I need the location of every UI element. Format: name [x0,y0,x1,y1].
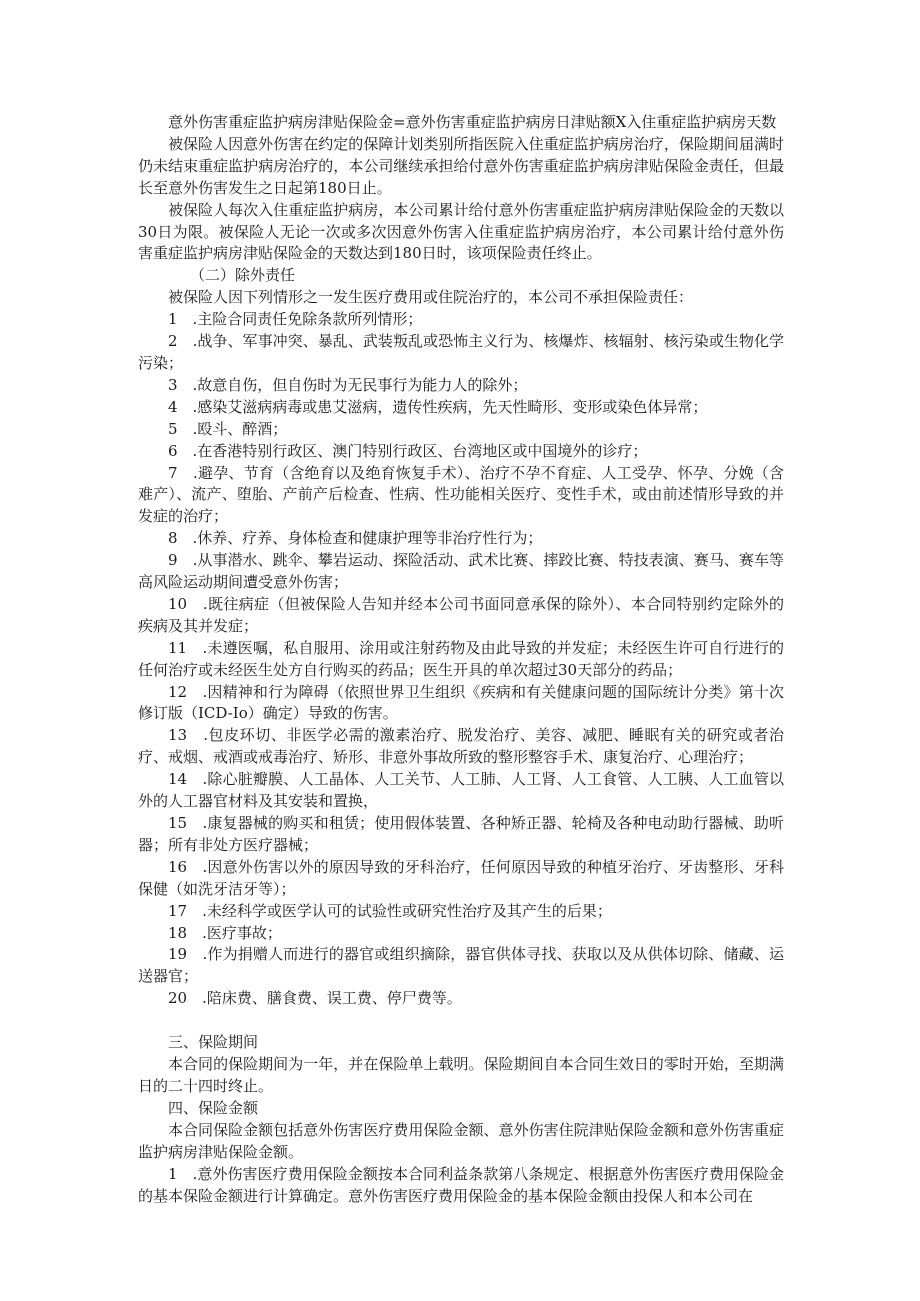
exclusion-item-8: 8 .休养、疗养、身体检查和健康护理等非治疗性行为； [168,529,543,548]
exclusion-item-19: 19 .作为捐赠人而进行的器官或组织摘除，器官供体寻找、获取以及从供体切除、储藏、运送器官； [138,945,784,986]
section-heading-insurance-period: 三、保险期间 [168,1033,259,1052]
formula-paragraph: 意外伤害重症监护病房津贴保险金=意外伤害重症监护病房日津贴额X入住重症监护病房天数 [168,113,777,131]
exclusion-item-10: 10 .既往病症（但被保险人告知并经本公司书面同意承保的除外）、本合同特别约定除外的疾病及其并发症； [138,594,784,635]
paragraph-exclusions-intro: 被保险人因下列情形之一发生医疗费用或住院治疗的，本公司不承担保险责任： [168,288,694,307]
exclusion-item-2: 2 .战争、军事冲突、暴乱、武装叛乱或恐怖主义行为、核爆炸、核辐射、核污染或生物化学污染； [138,332,784,372]
exclusion-item-12: 12 .因精神和行为障碍（依照世界卫生组织《疾病和有关健康问题的国际统计分类》第十次修订版（ICD-Io）确定）导致的伤害。 [138,682,784,723]
paragraph-icu-continuation: 被保险人因意外伤害在约定的保障计划类别所指医院入住重症监护病房治疗，保险期间届满时仍未结束重症监护病房治疗的，本公司继续承担给付意外伤害重症监护病房津贴保险金责任，但最长至意外伤害发生之日起第180日止。 [138,134,784,197]
paragraph-insurance-period: 本合同的保险期间为一年，并在保险单上载明。保险期间自本合同生效日的零时开始，至期满日的二十四时终止。 [138,1055,784,1095]
exclusion-item-3: 3 .故意自伤，但自伤时为无民事行为能力人的除外； [168,375,528,394]
exclusion-item-17: 17 .未经科学或医学认可的试验性或研究性治疗及其产生的后果； [168,901,612,920]
exclusion-item-18: 18 .医疗事故； [168,923,282,942]
exclusion-item-6: 6 .在香港特别行政区、澳门特别行政区、台湾地区或中国境外的诊疗； [168,441,648,460]
paragraph-insured-amount-intro: 本合同保险金额包括意外伤害医疗费用保险金额、意外伤害住院津贴保险金额和意外伤害重症监护病房津贴保险金额。 [138,1120,784,1161]
section-heading-exclusions: （二）除外责任 [190,266,296,285]
exclusion-item-13: 13 .包皮环切、非医学必需的激素治疗、脱发治疗、美容、减肥、睡眠有关的研究或者治疗、戒烟、戒酒或戒毒治疗、矫形、非意外事故所致的整形整容手术、康复治疗、心理治疗； [138,726,784,767]
exclusion-item-1: 1 .主险合同责任免除条款所列情形； [168,310,423,329]
exclusion-item-20: 20 .陪床费、膳食费、误工费、停尸费等。 [168,989,462,1008]
paragraph-insured-amount-item-1: 1 .意外伤害医疗费用保险金额按本合同利益条款第八条规定、根据意外伤害医疗费用保险金的基本保险金额进行计算确定。意外伤害医疗费用保险金的基本保险金额由投保人和本公司在 [138,1164,784,1205]
exclusion-item-5: 5 .殴斗、醉酒； [168,419,288,438]
exclusion-item-16: 16 .因意外伤害以外的原因导致的牙科治疗，任何原因导致的种植牙治疗、牙齿整形、牙科保健（如洗牙洁牙等）； [138,857,784,898]
exclusion-item-14: 14 .除心脏瓣膜、人工晶体、人工关节、人工肺、人工肾、人工食管、人工胰、人工血管以外的人工器官材料及其安装和置换， [138,770,784,811]
exclusion-item-15: 15 .康复器械的购买和租赁；使用假体装置、各种矫正器、轮椅及各种电动助行器械、助听器；所有非处方医疗器械； [138,814,784,854]
exclusion-item-11: 11 .未遵医嘱，私自服用、涂用或注射药物及由此导致的并发症；未经医生许可自行进行的任何治疗或未经医生处方自行购买的药品；医生开具的单次超过30天部分的药品； [138,638,784,679]
exclusion-item-7: 7 .避孕、节育（含绝育以及绝育恢复手术）、治疗不孕不育症、人工受孕、怀孕、分娩（含难产）、流产、堕胎、产前产后检查、性病、性功能相关医疗、变性手术，或由前述情形导致的并发症的治疗； [138,463,784,526]
document-body [138,112,784,1207]
exclusion-item-9: 9 .从事潜水、跳伞、攀岩运动、探险活动、武术比赛、摔跤比赛、特技表演、赛马、赛车等高风险运动期间遭受意外伤害； [138,551,784,592]
paragraph-icu-limit: 被保险人每次入住重症监护病房，本公司累计给付意外伤害重症监护病房津贴保险金的天数以30日为限。被保险人无论一次或多次因意外伤害入住重症监护病房治疗，本公司累计给付意外伤害重症监护病房津贴保险金的天数达到180日时，该项保险责任终止。 [138,200,784,263]
section-heading-insured-amount: 四、保险金额 [168,1098,259,1117]
exclusion-item-4: 4 .感染艾滋病病毒或患艾滋病，遗传性疾病，先天性畸形、变形或染色体异常； [168,397,708,416]
